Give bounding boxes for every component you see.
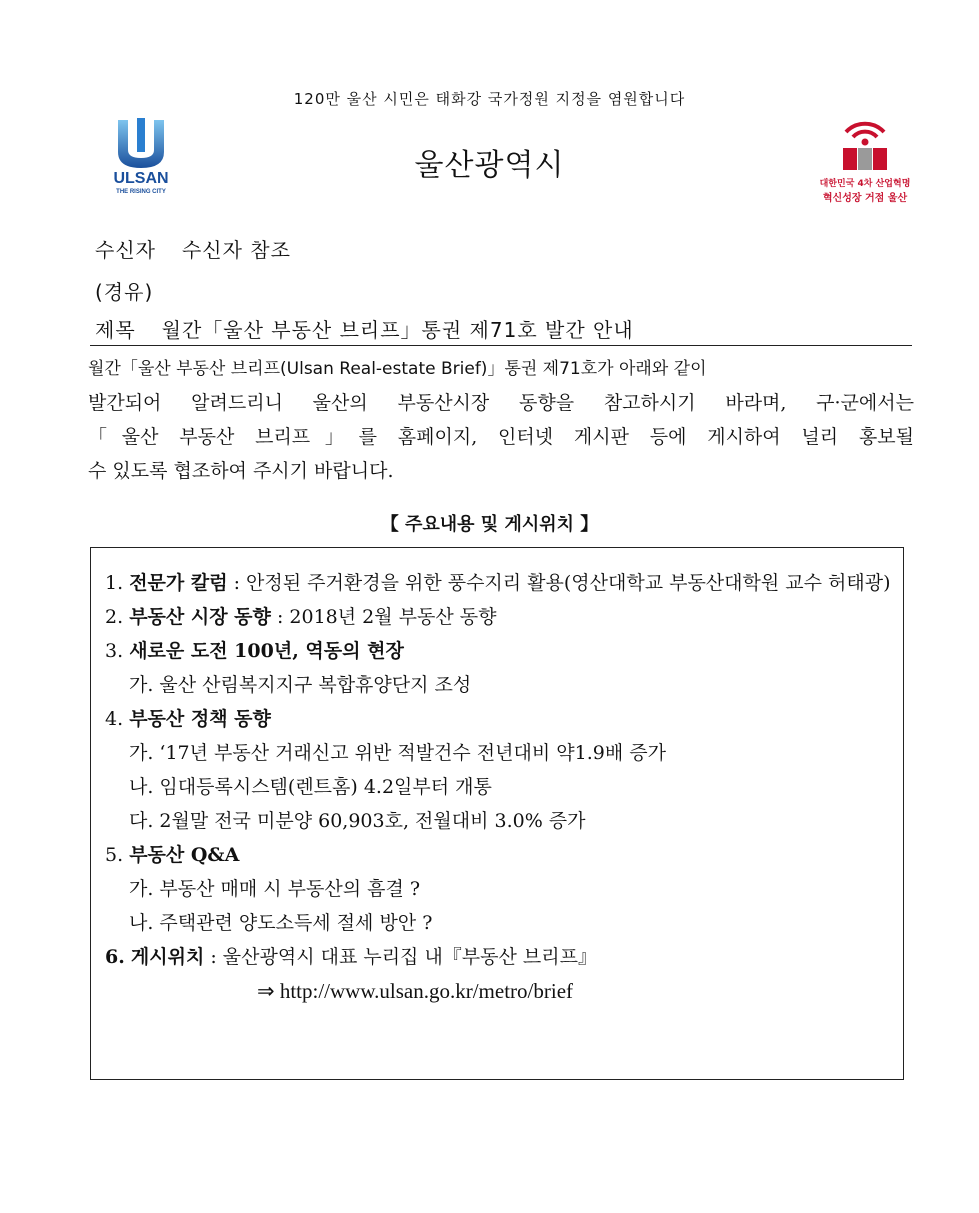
list-item: 2. 부동산 시장 동향 : 2018년 2월 부동산 동향 [105,606,497,628]
header-divider [90,345,912,346]
body-line-2: 발간되어 알려드리니 울산의 부동산시장 동향을 참고하시기 바라며, 구·군에서는 [88,392,914,414]
subject-label: 제목 [95,318,136,342]
sub-item: 나. 임대등록시스템(렌트홈) 4.2일부터 개통 [129,776,492,798]
body-line-4: 수 있도록 협조하여 주시기 바랍니다. [88,460,394,482]
list-item: 1. 전문가 칼럼 : 안정된 주거환경을 위한 풍수지리 활용(영산대학교 부동산대학원 교수 허태광) [105,572,891,594]
emblem-line2: 혁신성장 거점 울산 [822,193,908,204]
sub-item: 다. 2월말 전국 미분양 60,903호, 전월대비 3.0% 증가 [129,810,586,832]
sub-item: 가. ‘17년 부동산 거래신고 위반 적발건수 전년대비 약1.9배 증가 [129,742,666,764]
logo-tagline: THE RISING CITY [116,189,166,195]
item-title: 부동산 Q&A [129,844,240,866]
item-title: 전문가 칼럼 [129,572,228,594]
sub-item: 가. 울산 산림복지지구 복합휴양단지 조성 [129,674,472,696]
sub-item: 나. 주택관련 양도소득세 절세 방안 ? [129,912,433,934]
recipient-row [95,234,291,263]
recipient-value: 수신자 참조 [181,238,291,262]
via-label: (경유) [95,280,154,304]
via-row [95,276,153,305]
body-paragraph [88,352,914,488]
body-line-1: 월간「울산 부동산 브리프(Ulsan Real-estate Brief)」통권 제71호가 아래와 같이 [88,359,707,379]
item-title: 새로운 도전 100년, 역동의 현장 [129,640,404,662]
list-item: 3. 새로운 도전 100년, 역동의 현장 [105,640,404,662]
recipient-label: 수신자 [95,238,156,262]
section-title: 【 주요내용 및 게시위치 】 [380,514,599,535]
sub-item: 가. 부동산 매매 시 부동산의 흠결 ? [129,878,421,900]
body-line-3: 「울산 부동산 브리프」를 홈페이지, 인터넷 게시판 등에 게시하여 널리 홍보될 [88,426,914,448]
subject-row [95,314,634,343]
emblem-line1: 대한민국 4차 산업혁명 [819,179,911,189]
item-title: 게시위치 [130,946,205,968]
logo-ulsan-text: ULSAN [113,170,169,187]
organization-title: 울산광역시 [414,148,565,183]
brief-url-link[interactable]: ⇒ http://www.ulsan.go.kr/metro/brief [257,979,574,1003]
innovation-emblem [810,110,920,206]
item-title: 부동산 시장 동향 [129,606,271,628]
list-item: 6. 게시위치 : 울산광역시 대표 누리집 내『부동산 브리프』 [105,946,597,968]
contents-box [90,547,904,1080]
list-item: 5. 부동산 Q&A [105,844,240,866]
wifi-building-icon [810,110,920,174]
item-title: 부동산 정책 동향 [129,708,271,730]
slogan: 120만 울산 시민은 태화강 국가정원 지정을 염원합니다 [293,90,686,108]
subject-value: 월간「울산 부동산 브리프」통권 제71호 발간 안내 [161,318,634,342]
list-item: 4. 부동산 정책 동향 [105,708,271,730]
